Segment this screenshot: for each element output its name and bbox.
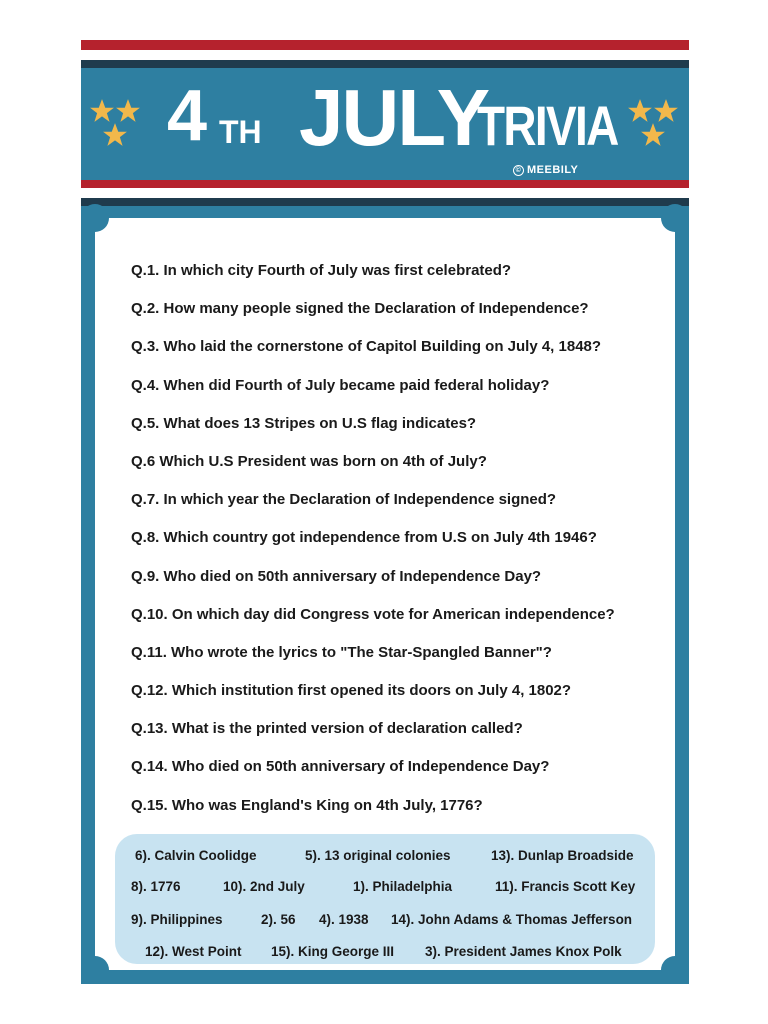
question-item: Q.4. When did Fourth of July became paid federal holiday?	[131, 376, 550, 394]
title	[81, 68, 689, 180]
top-navy-stripe	[81, 60, 689, 68]
answer-item: 4). 1938	[319, 912, 369, 927]
corner-notch	[661, 956, 689, 984]
question-item: Q.10. On which day did Congress vote for American independence?	[131, 605, 615, 623]
star-icon	[640, 122, 666, 148]
brand-credit	[513, 164, 578, 176]
question-frame	[81, 206, 689, 984]
answer-item: 8). 1776	[131, 879, 181, 894]
answer-item: 14). John Adams & Thomas Jefferson	[391, 912, 633, 927]
answer-row	[115, 875, 655, 899]
question-item: Q.13. What is the printed version of declaration called?	[131, 720, 523, 738]
star-icon	[627, 98, 653, 124]
answer-item: 1). Philadelphia	[353, 879, 453, 894]
star-icon	[102, 122, 128, 148]
answer-box	[115, 834, 655, 964]
answer-item: 2). 56	[261, 912, 296, 927]
answer-item: 15). King George III	[271, 944, 395, 959]
question-item: Q.5. What does 13 Stripes on U.S flag indicates?	[131, 414, 477, 432]
star-icon	[653, 98, 679, 124]
title-july: JULY	[299, 73, 489, 162]
copyright-icon: ©	[513, 165, 524, 176]
question-item: Q.14. Who died on 50th anniversary of Independence Day?	[131, 758, 550, 776]
answer-row	[115, 940, 655, 964]
answer-item: 9). Philippines	[131, 912, 223, 927]
header-red-band	[81, 180, 689, 188]
brand-name: MEEBILY	[527, 164, 579, 176]
corner-notch	[81, 956, 109, 984]
star-icon	[115, 98, 141, 124]
answer-item: 12). West Point	[145, 944, 242, 959]
question-card	[95, 218, 675, 970]
answer-item: 3). President James Knox Polk	[425, 944, 622, 959]
corner-notch	[661, 204, 689, 232]
question-item: Q.12. Which institution first opened its doors on July 4, 1802?	[131, 682, 572, 700]
question-item: Q.6 Which U.S President was born on 4th of July?	[131, 452, 487, 470]
title-four: 4	[167, 76, 208, 156]
question-item: Q.1. In which city Fourth of July was first celebrated?	[131, 262, 512, 279]
question-item: Q.15. Who was England's King on 4th July, 1776?	[131, 796, 483, 814]
title-th: TH	[219, 114, 262, 150]
question-item: Q.9. Who died on 50th anniversary of Independence Day?	[131, 567, 542, 585]
question-list	[131, 252, 671, 825]
question-item: Q.7. In which year the Declaration of Independence signed?	[131, 491, 557, 509]
answer-item: 13). Dunlap Broadside	[491, 848, 634, 863]
header-navy-band	[81, 198, 689, 206]
header-banner	[81, 68, 689, 180]
answer-item: 6). Calvin Coolidge	[135, 848, 257, 863]
question-item: Q.11. Who wrote the lyrics to "The Star-Spangled Banner"?	[131, 643, 552, 661]
answer-item: 11). Francis Scott Key	[495, 879, 636, 894]
top-red-stripe	[81, 40, 689, 50]
title-trivia: TRIVIA	[477, 94, 618, 157]
corner-notch	[81, 204, 109, 232]
answer-row	[115, 844, 655, 868]
answer-item: 5). 13 original colonies	[305, 848, 451, 863]
question-item: Q.3. Who laid the cornerstone of Capitol Building on July 4, 1848?	[131, 338, 602, 356]
star-icon	[89, 98, 115, 124]
question-item: Q.8. Which country got independence from U.S on July 4th 1946?	[131, 529, 597, 547]
question-item: Q.2. How many people signed the Declaration of Independence?	[131, 300, 589, 318]
answer-row	[115, 908, 655, 932]
answer-item: 10). 2nd July	[223, 879, 305, 894]
